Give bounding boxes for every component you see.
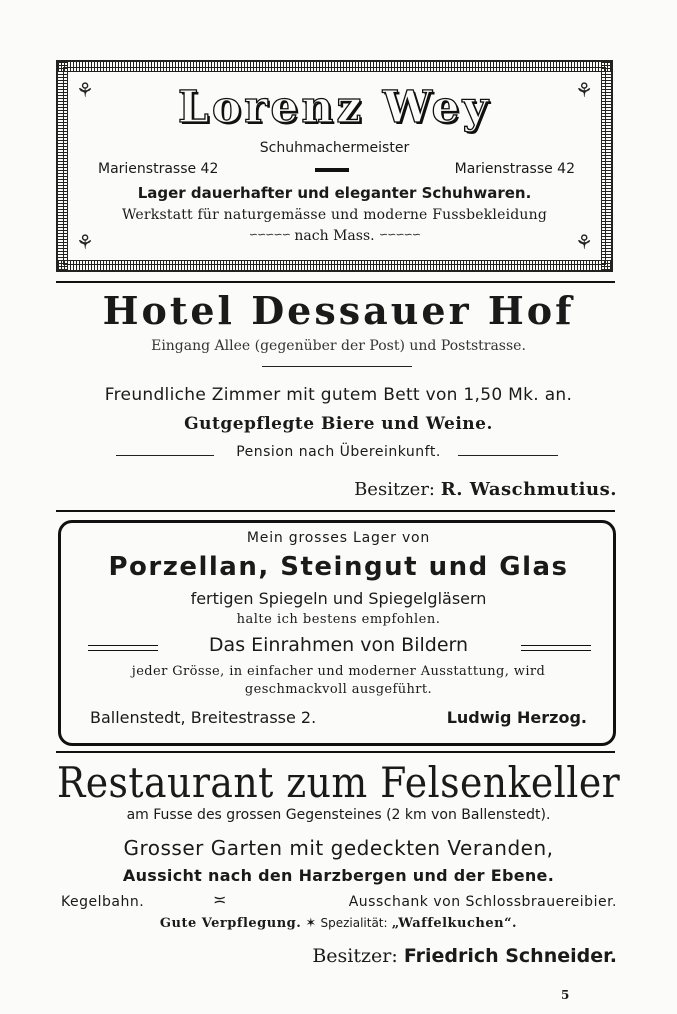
double-rule-right <box>521 645 591 651</box>
restaurant-special-label: Spezialität: <box>320 916 388 930</box>
porcelain-line-3: Das Einrahmen von Bildern <box>208 634 469 656</box>
porcelain-line-5: geschmackvoll ausgeführt. <box>244 682 433 697</box>
section-divider <box>56 281 615 283</box>
wave-ornament-icon: ∽∽∽∽∽ <box>248 228 290 241</box>
corner-ornament-icon: ⚘ <box>76 230 94 254</box>
hotel-name: Hotel Dessauer Hof <box>102 288 575 333</box>
corner-ornament-icon: ⚘ <box>575 78 593 102</box>
hotel-line-1: Freundliche Zimmer mit gutem Bett von 1,50 Mk. an. <box>104 385 573 405</box>
hotel-line-3: Pension nach Übereinkunft. <box>236 444 441 460</box>
corner-ornament-icon: ⚘ <box>76 78 94 102</box>
porcelain-line-1: fertigen Spiegeln und Spiegelgläsern <box>190 589 487 608</box>
hotel-owner-label: Besitzer: <box>354 479 435 500</box>
restaurant-name: Restaurant zum Felsenkeller <box>56 758 621 807</box>
restaurant-ausschank: Ausschank von Schlossbrauereibier. <box>348 894 617 910</box>
hotel-line-2: Gutgepflegte Biere und Weine. <box>184 414 493 434</box>
ad-shoemaker-frame <box>56 60 613 272</box>
restaurant-owner-label: Besitzer: <box>312 945 398 967</box>
hotel-entrance: Eingang Allee (gegenüber der Post) und Poststrasse. <box>151 338 526 354</box>
restaurant-owner <box>312 945 617 967</box>
porcelain-owner: Ludwig Herzog. <box>446 708 587 727</box>
divider-dash <box>315 168 349 172</box>
restaurant-special: „Waffelkuchen“. <box>391 916 518 931</box>
restaurant-food: Gute Verpflegung. <box>159 916 302 931</box>
section-divider <box>56 751 615 753</box>
restaurant-line-2: Aussicht nach den Harzbergen und der Ebene. <box>122 866 555 885</box>
shoemaker-address-right: Marienstrasse 42 <box>454 161 575 177</box>
section-divider <box>56 510 615 512</box>
hotel-owner-name: R. Waschmutius. <box>440 479 617 500</box>
shoemaker-line-2: Werkstatt für naturgemässe und moderne Fussbekleidung <box>121 207 548 223</box>
restaurant-owner-name: Friedrich Schneider. <box>403 945 617 967</box>
crossed-ornament-icon: ≍ <box>213 890 227 909</box>
shoemaker-profession: Schuhmachermeister <box>259 140 410 156</box>
hotel-owner <box>354 479 617 500</box>
porcelain-line-4: jeder Grösse, in einfacher und moderner Ausstattung, wird <box>131 664 546 679</box>
restaurant-location: am Fusse des grossen Gegensteines (2 km von Ballenstedt). <box>126 807 551 823</box>
shoemaker-name: Lorenz Wey <box>177 82 492 133</box>
restaurant-kegelbahn: Kegelbahn. <box>61 894 145 910</box>
wave-ornament-icon: ∽∽∽∽∽ <box>379 228 421 241</box>
shoemaker-address-left: Marienstrasse 42 <box>98 161 219 177</box>
corner-ornament-icon: ⚘ <box>575 230 593 254</box>
hotel-side-rule-right <box>458 455 558 456</box>
hotel-rule <box>262 366 412 367</box>
restaurant-line-1: Grosser Garten mit gedeckten Veranden, <box>123 836 554 860</box>
porcelain-intro: Mein grosses Lager von <box>246 530 431 546</box>
restaurant-line-5 <box>0 916 677 931</box>
shoemaker-line-1: Lager dauerhafter und eleganter Schuhwaren. <box>137 184 532 202</box>
porcelain-title: Porzellan, Steingut und Glas <box>108 552 569 582</box>
page-number: 5 <box>561 988 570 1002</box>
star-icon: ✶ <box>305 916 317 931</box>
shoemaker-line-3-row <box>58 228 611 244</box>
shoemaker-line-3: nach Mass. <box>294 228 375 244</box>
porcelain-line-2: halte ich bestens empfohlen. <box>236 612 441 627</box>
porcelain-address: Ballenstedt, Breitestrasse 2. <box>90 708 317 727</box>
